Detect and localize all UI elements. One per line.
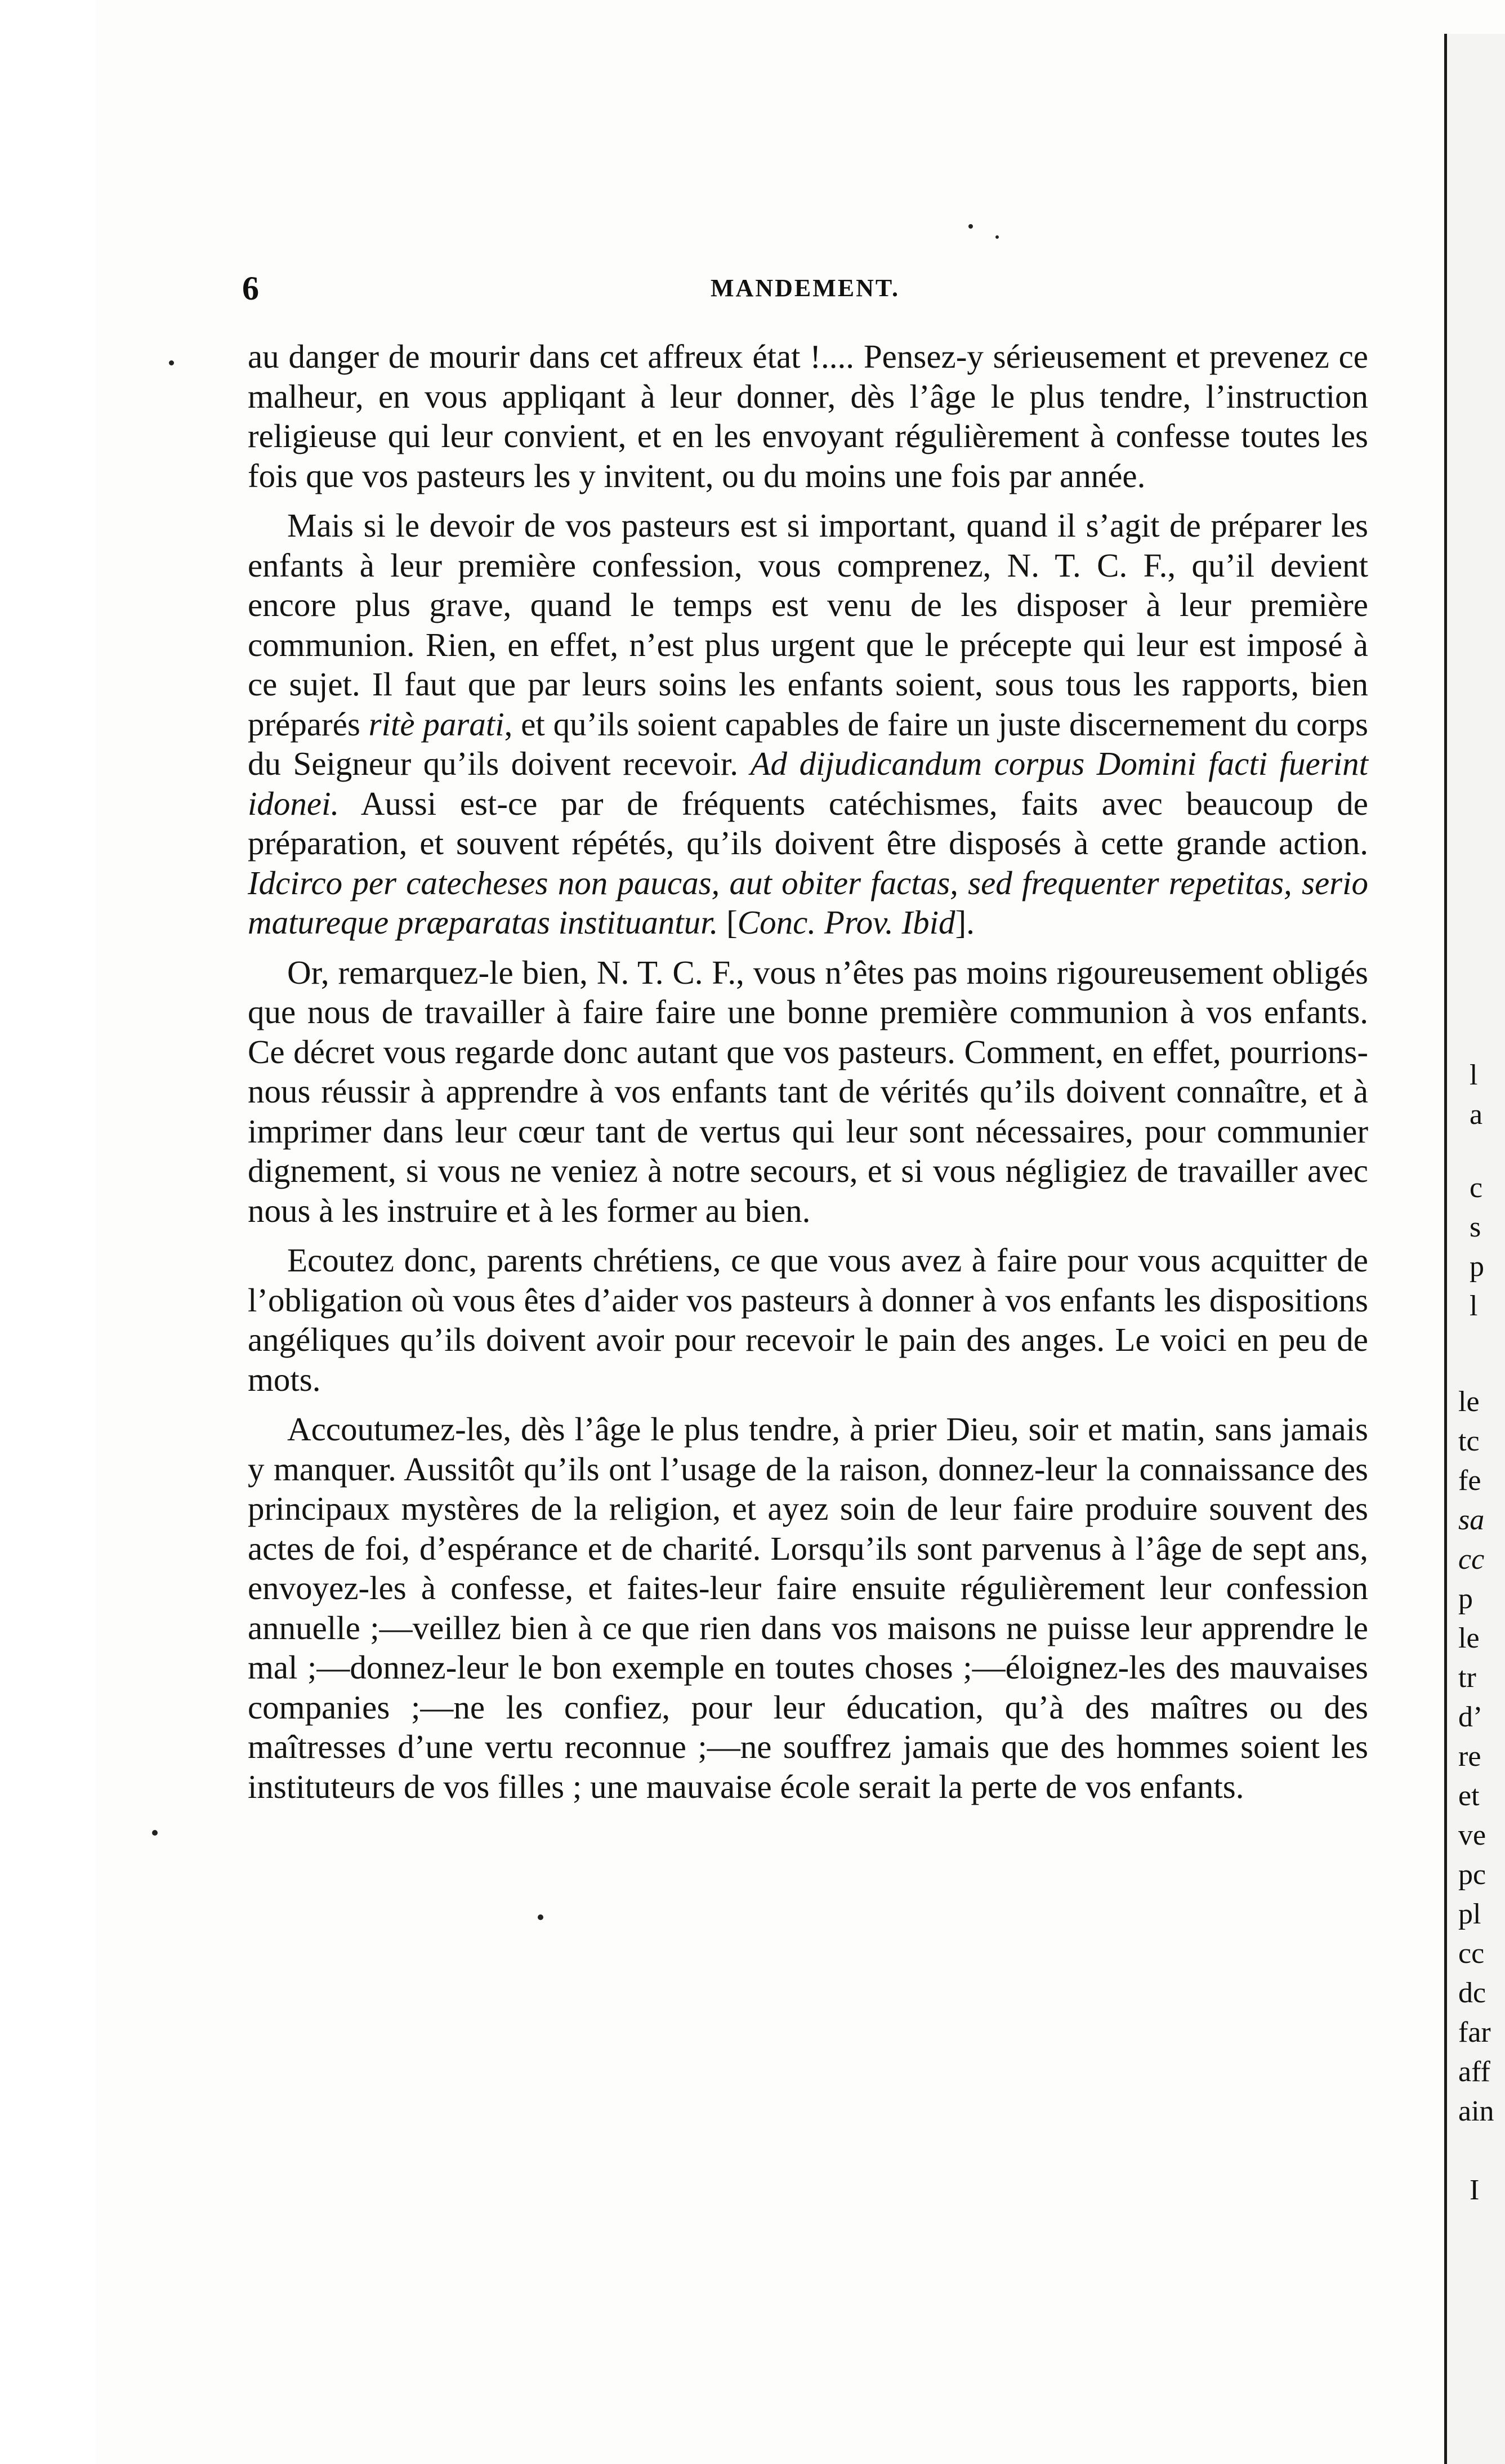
paragraph-4: [248, 1240, 1368, 1399]
body-text: [248, 337, 1368, 1806]
margin-fragment: dc: [1458, 1977, 1486, 2009]
text-segment: Ecoutez donc, parents chrétiens, ce que vous avez à faire pour vous acquitter de l’obligation où vous êtes d’aider vos pasteurs à donner à vos enfants les dispositions angéliques qu’ils doivent avoir pour recevoir le pain des anges. Le voici en peu de mots.: [248, 1242, 1368, 1398]
paragraph-1: [248, 337, 1368, 496]
margin-fragment: pc: [1458, 1859, 1486, 1891]
text-segment: ].: [955, 904, 975, 941]
text-segment: au danger de mourir dans cet affreux état !.... Pensez-y sérieusement et prevenez ce malheur, en vous appliqant à leur donner, dès l’âge le plus tendre, l’instruction religieuse qui leur convient, et en les envoyant régulièrement à confesse toutes les fois que vos pasteurs les y invitent, ou du moins une fois par année.: [248, 338, 1368, 494]
page-header: [242, 269, 1368, 309]
text-segment: [: [718, 904, 738, 941]
ink-speck: [152, 1830, 158, 1836]
text-segment: Or, remarquez-le bien, N. T. C. F., vous n’êtes pas moins rigoureusement obligés que nous de travailler à faire faire une bonne première communion à vos enfants. Ce décret vous regarde donc autant que vos pasteurs. Comment, en effet, pourrions-nous réussir à apprendre à vos enfants tant de vérités qu’ils doivent connaître, et à imprimer dans leur cœur tant de vertus qui leur sont nécessaires, pour communier dignement, si vous ne veniez à notre secours, et si vous négligiez de travailler avec nous à les instruire et à les former au bien.: [248, 953, 1368, 1229]
ink-speck: [968, 224, 973, 229]
margin-fragment: a: [1470, 1099, 1483, 1131]
text-segment: Aussi est-ce par de fréquents catéchismes, faits avec beaucoup de préparation, et souvent répétés, qu’ils doivent être disposés à cette grande action.: [248, 784, 1368, 861]
margin-fragment: far: [1458, 2016, 1491, 2048]
margin-fragment: tr: [1458, 1662, 1476, 1694]
paragraph-5: [248, 1409, 1368, 1806]
margin-fragment: I: [1470, 2174, 1480, 2206]
margin-fragment: le: [1458, 1622, 1480, 1654]
margin-fragment: cc: [1458, 1938, 1485, 1970]
margin-fragment: tc: [1458, 1425, 1480, 1457]
margin-fragment: ve: [1458, 1819, 1486, 1851]
page-number: 6: [242, 270, 259, 307]
next-page-edge: [1444, 34, 1505, 2464]
margin-fragment: p: [1470, 1251, 1484, 1283]
margin-fragment: le: [1458, 1386, 1480, 1418]
margin-fragment: d’: [1458, 1701, 1483, 1733]
margin-fragment: l: [1470, 1059, 1478, 1091]
text-segment: Mais si le devoir de vos pasteurs est si important, quand il s’agit de préparer les enfants à leur première confession, vous comprenez, N. T. C. F., qu’il devient encore plus grave, quand le temps est venu de les disposer à leur première communion. Rien, en effet, n’est plus urgent que le précepte qui leur est imposé à ce sujet. Il faut que par leurs soins les enfants soient, sous tous les rapports, bien préparés: [248, 507, 1368, 743]
margin-fragment: re: [1458, 1740, 1481, 1773]
margin-fragment: fe: [1458, 1465, 1481, 1497]
margin-fragment: cc: [1458, 1543, 1485, 1575]
margin-fragment: pl: [1458, 1898, 1481, 1930]
citation: Conc. Prov. Ibid: [737, 904, 955, 941]
margin-fragment: ain: [1458, 2095, 1494, 2127]
text-segment: Accoutumez-les, dès l’âge le plus tendre, à prier Dieu, soir et matin, sans jamais y manquer. Aussitôt qu’ils ont l’usage de la raison, donnez-leur la connaissance des principaux mystères de la religion, et ayez soin de leur faire produire souvent des actes de foi, d’espérance et de charité. Lorsqu’ils sont parvenus à l’âge de sept ans, envoyez-les à confesse, et faites-leur faire ensuite régulièrement leur confession annuelle ;—veillez bien à ce que rien dans vos maisons ne puisse leur apprendre le mal ;—donnez-leur le bon exemple en toutes choses ;—éloignez-les des mauvaises companies ;—ne les confiez, pour leur éducation, qu’à des maîtres ou des maîtresses d’une vertu reconnue ;—ne souffrez jamais que des hommes soient les instituteurs de vos filles ; une mauvaise école serait la perte de vos enfants.: [248, 1410, 1368, 1805]
running-title: MANDEMENT.: [711, 274, 900, 302]
latin-quote: ritè parati: [368, 705, 504, 743]
margin-fragment: aff: [1458, 2056, 1490, 2088]
latin-quote: Ad dijudicandum corpus Domini facti fuerint idonei.: [248, 745, 1368, 822]
left-page-margin: [0, 0, 96, 2464]
margin-fragment: et: [1458, 1780, 1480, 1812]
ink-speck: [169, 360, 174, 365]
ink-speck: [995, 235, 999, 239]
margin-fragment: c: [1470, 1172, 1483, 1204]
ink-speck: [538, 1914, 543, 1920]
margin-fragment: p: [1458, 1583, 1473, 1615]
paragraph-2: [248, 506, 1368, 943]
margin-fragment: s: [1470, 1211, 1481, 1243]
text-segment: , et qu’ils soient capables de faire un juste discernement du corps du Seigneur qu’ils doivent recevoir.: [248, 705, 1369, 782]
paragraph-3: [248, 953, 1368, 1231]
margin-fragment: sa: [1458, 1504, 1485, 1536]
margin-fragment: l: [1470, 1290, 1478, 1322]
latin-quote: Idcirco per catecheses non paucas, aut obiter factas, sed frequenter repetitas, serio matureque præparatas instituantur.: [248, 864, 1368, 941]
